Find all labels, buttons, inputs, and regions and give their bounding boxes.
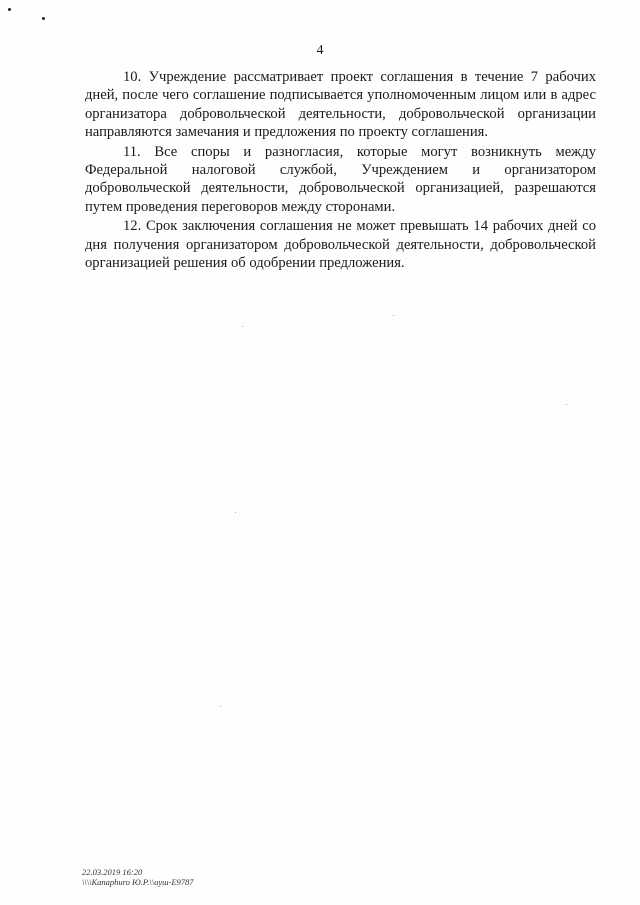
scan-dot [242,326,243,327]
scan-dot [220,706,221,707]
paragraph-11: 11. Все споры и разногласия, которые могут возникнуть между Федеральной налоговой службой, Учреждением и организатором добровольческой деятельности, добровольческой организацией, разрешаются путем проведения переговоров между сторонами. [85,143,596,215]
scan-dot [393,315,394,316]
paragraph-12: 12. Срок заключения соглашения не может превышать 14 рабочих дней со дня получения организатором добровольческой деятельности, добровольческой организацией решения об одобрении предложения. [85,218,596,272]
footer-timestamp: 22.03.2019 16:20 [82,867,143,877]
scan-speck [42,17,45,20]
document-body [85,68,596,273]
page-number: 4 [316,43,324,58]
print-footer [82,867,194,887]
scan-speck [8,8,11,11]
scan-dot [235,512,236,513]
scan-dot [566,404,567,405]
paragraph-10: 10. Учреждение рассматривает проект соглашения в течение 7 рабочих дней, после чего соглашение подписывается уполномоченным лицом или в адрес организатора добровольческой деятельности, добровольческой организации направляются замечания и предложения по проекту соглашения. [85,69,596,141]
footer-file-path: \\\\Kanaphuro Ю.Р.\\иуш-Е9787 [82,877,194,887]
